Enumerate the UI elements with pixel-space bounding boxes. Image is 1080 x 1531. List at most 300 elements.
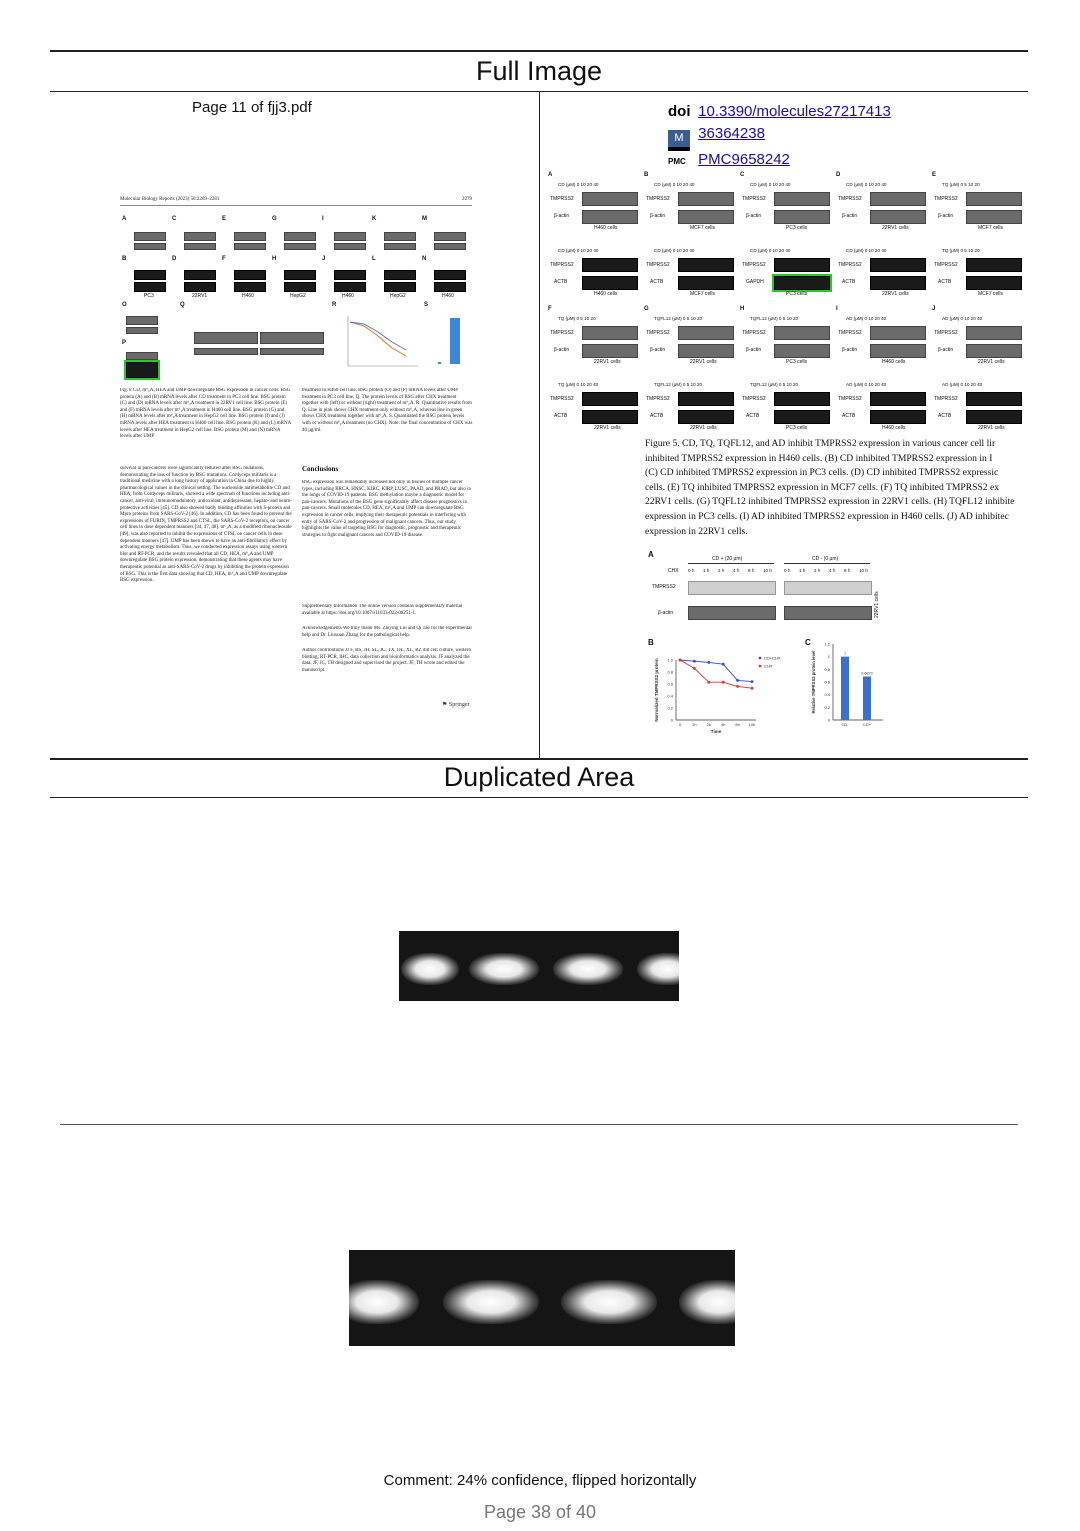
gel-band: [678, 410, 734, 424]
author-contributions: Author contributions JJ F, BS, JH, SL, JC, TX, DL, XL, BZ did cell culture, western blotting, RT-PCR, IHC, data collection and bioinformatics analysis. JF analyzed the data. JF, JC, TH designed and supervised the project. JF, TH wrote and edited the manuscript.: [302, 648, 471, 673]
concentration-label: AD (μM) 0 10 20 40: [942, 382, 983, 387]
panel-letter: H: [272, 256, 277, 262]
control-label: β-actin: [938, 347, 954, 353]
concentration-label: CD (μM) 0 10 20 40: [558, 248, 599, 253]
gel-band: [134, 282, 166, 292]
doi-icon: doi: [668, 103, 691, 120]
panel-letter: B: [648, 638, 654, 647]
blot-band: [678, 344, 734, 358]
panel-letter: R: [332, 302, 337, 308]
bar-value-label: 0.6872: [861, 671, 873, 676]
target-label: TMPRSS2: [838, 262, 862, 268]
cells-label: H460 cells: [594, 225, 618, 231]
cells-label: 22RV1 cells: [594, 359, 621, 365]
chx-control-band: [688, 606, 776, 620]
identifiers: [668, 101, 891, 173]
target-label: TMPRSS2: [934, 396, 958, 402]
panel-letter: G: [272, 216, 277, 222]
control-label: ACTB: [650, 413, 664, 419]
cells-label: PC3 cells: [786, 291, 808, 297]
cell-label: PC3: [144, 293, 154, 299]
panel-letter: B: [122, 256, 127, 262]
target-label: TMPRSS2: [742, 330, 766, 336]
chx-timepoints: [688, 568, 878, 576]
cells-label: PC3 cells: [786, 225, 808, 231]
gel-band: [678, 276, 734, 290]
cell-label: H460: [342, 293, 354, 299]
blot-band: [870, 326, 926, 340]
gel-band: [284, 282, 316, 292]
pmc-icon: PMC: [668, 147, 690, 173]
left-figure-caption: Fig. 8 CD, m⁶₂A, HEA and UMP downregulate BSG expression in cancer cells. BSG protein (A) and (B) mRNA levels after CD treatment in PC3 cell line. BSG protein (C) and (D) mRNA levels after m⁶₂A treatment in 22RV1 cell line. BSG protein (E) and (F) mRNA levels after m⁶₂A treatment in H460 cell line. BSG protein (G) and (H) mRNA levels after m⁶₂A treatment in HepG2 cell line. BSG protein (I) and (J) mRNA levels after HEA treatment in H460 cell line. BSG protein (K) and (L) mRNA levels after HEA treatment in HepG2 cell line. BSG protein (M) and (N) mRNA levels after UMP: [120, 388, 291, 440]
series-chx-point: [707, 681, 710, 684]
y-tick-label: 0: [670, 717, 673, 723]
y-tick-label: 0.2: [667, 705, 673, 711]
blot-band: [582, 192, 638, 206]
series-chx-line: [680, 660, 752, 688]
blot-band: [678, 326, 734, 340]
target-label: TMPRSS2: [742, 396, 766, 402]
x-tick-label: 0: [678, 722, 682, 727]
blot-band: [134, 243, 166, 250]
gel-band: [774, 410, 830, 424]
control-label: ACTB: [842, 279, 856, 285]
bar: [863, 676, 871, 720]
target-label: TMPRSS2: [646, 262, 670, 268]
target-label: TMPRSS2: [742, 262, 766, 268]
x-tick-label: 1h: [692, 722, 697, 727]
blot-band: [678, 210, 734, 224]
panel-letter: A: [548, 172, 553, 178]
legend-marker: [759, 665, 762, 668]
cell-label: 22RV1: [192, 293, 208, 299]
panel-letter: F: [222, 256, 226, 262]
blot-band: [234, 243, 266, 250]
cell-label: H460: [242, 293, 254, 299]
timepoint-label: 1 h: [799, 568, 806, 573]
y-tick-label: 1.2: [824, 641, 830, 647]
publisher-name: Springer: [448, 702, 470, 708]
caption-line: inhibited TMPRSS2 expression in H460 cells. (B) CD inhibited TMPRSS2 expression in I: [645, 452, 993, 464]
gel-band: [678, 392, 734, 406]
series-chx-point: [679, 659, 682, 662]
caption-line: cells. (E) TQ inhibited TMPRSS2 expression in MCF7 cells. (F) TQ inhibited TMPRSS2 ex: [645, 481, 1000, 493]
blot-band: [678, 192, 734, 206]
control-label: β-actin: [842, 347, 858, 353]
left-body-text: survival in pan-cancers were significantly reduced after BSG mutations, demonstrating the loss of function by BSG mutations. Cordyceps militaris is a traditional medicine with a long history of application in China due to highly pharmacological values in the clinical setting. The nucleoside antimetabolite CD and HEA, from Cordyceps militaris, showed a wide spectrum of functions including anti-cancer, anti-viral, immunomodulatory, antioxidant, antidepressant, hepato- and neuro-protective activities [45]. CD also showed badly binding affinities with S-protein and Mpro proteins from SARS-CoV-2 [46]. In addition, CD has been found to prevent the expressions of FURIN, TMPRSS2 and CTSL, the SARS-CoV-2 receptors, on cancer cell lines in dose dependent manners [34, 47, 48]. m⁶₂A, as a modified ribonucleoside [49], was also reported to inhibit the expressions of CTSL on cancer cells in dose dependent manners [47]. UMP has been shown to have an anti-fibrillatory effect by activating energy metabolism. Thus, we conducted expression assays using western blot and RT-PCR, and the results revealed that all CD, HEA, m⁶₂A and UMP downregulate BSG protein expression, demonstrating that these agents may have therapeutic potential as anti-SARS-CoV-2 drugs by inhibiting the protein expression of BSG. This is the first data showing that CD, HEA, m⁶₂A and UMP downregulate BSG expression.: [120, 466, 292, 584]
concentration-label: TQFL12 (μM) 0 5 10 20: [750, 316, 799, 321]
cells-label: H460 cells: [882, 359, 906, 365]
series-chx-point: [693, 667, 696, 670]
control-label: ACTB: [554, 279, 568, 285]
target-label: TMPRSS2: [550, 196, 574, 202]
target-label: TMPRSS2: [646, 196, 670, 202]
blot-band: [134, 232, 166, 241]
target-label: TMPRSS2: [646, 330, 670, 336]
y-axis-label: Normalized TMPRSS2 protein: [654, 658, 659, 722]
gel-band: [870, 258, 926, 272]
bar-category-label: CD+: [862, 722, 872, 727]
panel-letter: I: [322, 216, 324, 222]
blot-band: [774, 344, 830, 358]
series-chx-point: [736, 685, 739, 688]
panel-letter: O: [122, 302, 127, 308]
gel-band: [234, 270, 266, 280]
full-image-title: Full Image: [475, 56, 603, 86]
page-indicator: Page 38 of 40: [483, 1502, 597, 1522]
crop-separator: [60, 1124, 1018, 1125]
gel-band: [334, 270, 366, 280]
x-tick-label: 8h: [735, 722, 740, 727]
duplicated-gel-crop-1: [399, 931, 679, 1001]
gel-band: [774, 258, 830, 272]
y-tick-label: 0.4: [824, 692, 830, 698]
concentration-label: AD (μM) 0 10 20 40: [942, 316, 983, 321]
timepoint-label: 4 h: [829, 568, 836, 573]
blot-band: [384, 243, 416, 250]
chart-b-svg: [648, 636, 788, 756]
blot-band: [194, 332, 258, 344]
gel-band: [582, 258, 638, 272]
panel-letter: N: [422, 256, 427, 262]
target-label: TMPRSS2: [934, 196, 958, 202]
blot-band: [434, 243, 466, 250]
pmc-link[interactable]: PMC9658242: [698, 151, 790, 168]
journal-header: Molecular Biology Reports (2023) 50:2269–2281: [120, 197, 220, 202]
gel-band: [284, 270, 316, 280]
chart-c-svg: [805, 636, 895, 756]
blot-band: [870, 344, 926, 358]
cells-label: MCF7 cells: [690, 291, 716, 297]
panel-letter: M: [422, 216, 427, 222]
x-axis-label: Time: [710, 729, 722, 734]
cells-label: H460 cells: [882, 425, 906, 431]
gel-band: [334, 282, 366, 292]
series-chx-point: [722, 681, 725, 684]
springer-logo: ⚑ Springer: [442, 702, 470, 708]
gel-band: [434, 282, 466, 292]
gel-band: [184, 282, 216, 292]
chx-control-band: [784, 606, 872, 620]
cells-label: MCF7 cells: [978, 291, 1004, 297]
series-chx-point: [751, 687, 754, 690]
cells-label: H460 cells: [594, 291, 618, 297]
conclusions-body: BSG expression was remarkably increased not only in tissues of multiple cancer types, including BRCA, HNSC, KIRC, KIRP, LUSC, PAAD, and PRAD, but also in the lungs of COVID-19 patients. BSG methylation maybe a diagnostic model for pan-cancers. Mutations of the BSG gene significantly affect disease prognostics in pan-cancers. Small molecules CD, HEA, m⁶₂A and UMP can downregulate BSG expression in cancer cells, implying their therapeutic potentials in interfering with entry of SARS-CoV-2 and progression of malignant cancers. Thus, our study highlights the value of targeting BSG for diagnostic, prognostic and therapeutic strategies to fight malignant cancers and COVID-19 disease.: [302, 480, 472, 538]
gel-band: [582, 276, 638, 290]
top-rule: [50, 50, 1028, 52]
control-label: β-actin: [554, 213, 570, 219]
x-tick-label: 2h: [706, 722, 712, 727]
control-label: GAPDH: [746, 279, 764, 285]
target-label: TMPRSS2: [838, 396, 862, 402]
panel-letter: A: [648, 550, 654, 559]
series-cd-chx-point: [722, 663, 725, 666]
blot-band: [582, 344, 638, 358]
target-label: TMPRSS2: [742, 196, 766, 202]
group-rule: [784, 563, 870, 564]
control-label: β-actin: [746, 213, 762, 219]
gel-band: [401, 953, 459, 985]
blot-band: [194, 348, 258, 355]
gel-band: [582, 392, 638, 406]
chx-target-band: [784, 581, 872, 595]
caption-line: expression in 22RV1 cells.: [645, 525, 748, 537]
control-label: β-actin: [650, 213, 666, 219]
panel-letter: K: [372, 216, 377, 222]
gel-band: [966, 258, 1022, 272]
comment-text: Comment: 24% confidence, flipped horizontally: [383, 1472, 697, 1489]
target-label: TMPRSS2: [550, 330, 574, 336]
cells-label: PC3 cells: [786, 425, 808, 431]
panel-letter: C: [805, 638, 811, 647]
control-label: β-actin: [842, 213, 858, 219]
left-figure-caption-continued: treatment in H460 cell line. BSG protein (O) and (P) mRNA levels after UMP treatment in PC3 cell line. Q. The protein levels of BSG after CHX treatment together with (left) or without (right) treatment of m⁶₂A. R. Quantitative results from Q. Line in pink shows CHX treatment only without m⁶₂A, whereas line in green shows CHX treatment together with m⁶₂A. S. Quantitated the BSG protein levels with or without m⁶₂A treatment (no CHX). Note: the final concentration of CHX was 40 μg/ml.: [302, 388, 473, 433]
timepoint-label: 4 h: [733, 568, 740, 573]
bar-value-label: 1: [843, 651, 847, 656]
target-label: TMPRSS2: [646, 396, 670, 402]
blot-band: [126, 327, 158, 334]
section-rule: [50, 758, 1028, 760]
blot-band: [184, 232, 216, 241]
caption-line: expression in PC3 cells. (I) AD inhibited TMPRSS2 expression in H460 cells. (J) AD inhibitec: [645, 510, 1009, 522]
control-label: ACTB: [554, 413, 568, 419]
gel-band: [234, 282, 266, 292]
series-cd-chx-line: [680, 660, 752, 682]
cells-label: 22RV1 cells: [978, 425, 1005, 431]
concentration-label: CD (μM) 0 10 20 40: [654, 182, 695, 187]
cell-label: HepG2: [390, 293, 406, 299]
y-tick-label: 0.6: [824, 679, 830, 685]
supplementary-info: Supplementary Information The online version contains supplementary material available at https://doi.org/10.1007/s11033-022-08251-1.: [302, 604, 463, 616]
caption-line: (C) CD inhibited TMPRSS2 expression in PC3 cells. (D) CD inhibited TMPRSS2 expressic: [645, 467, 999, 479]
control-label: ACTB: [842, 413, 856, 419]
blot-band: [870, 210, 926, 224]
concentration-label: CD (μM) 0 10 20 40: [846, 248, 887, 253]
section-rule: [50, 797, 1028, 798]
caption-line: Figure 5. CD, TQ, TQFL12, and AD inhibit TMPRSS2 expression in various cancer cell lir: [645, 438, 996, 449]
blot-band: [184, 243, 216, 250]
y-tick-label: 0.8: [824, 666, 830, 672]
y-tick-label: 0: [827, 717, 830, 723]
panel-letter: C: [172, 216, 177, 222]
chx-group-1: CD + (20 μm): [712, 556, 743, 562]
concentration-label: TQ (μM) 0 5 10 20: [558, 316, 596, 321]
timepoint-label: 8 h: [844, 568, 851, 573]
concentration-label: AD (μM) 0 10 20 40: [846, 316, 887, 321]
blot-band: [260, 332, 324, 344]
blot-band: [582, 210, 638, 224]
control-label: β-actin: [746, 347, 762, 353]
timepoint-label: 0 h: [688, 568, 695, 573]
control-label: ACTB: [746, 413, 760, 419]
duplicated-gel-crop-2: [349, 1250, 735, 1346]
gel-band: [384, 270, 416, 280]
y-tick-label: 0.2: [824, 704, 830, 710]
panel-letter: P: [122, 340, 127, 346]
panel-letter: D: [836, 172, 841, 178]
gel-band: [637, 953, 679, 985]
timepoint-label: 2 h: [814, 568, 821, 573]
chx-line-chart: [648, 636, 788, 756]
cells-label: MCF7 cells: [690, 225, 716, 231]
concentration-label: TQFL12 (μM) 0 5 10 20: [654, 382, 703, 387]
gel-band: [966, 276, 1022, 290]
panel-letter: L: [372, 256, 376, 262]
blot-band: [870, 192, 926, 206]
gel-band: [553, 953, 623, 985]
timepoint-label: 2 h: [718, 568, 725, 573]
gel-band: [582, 410, 638, 424]
gel-band: [443, 1280, 539, 1324]
chx-bar-chart: [805, 636, 895, 756]
duplicated-area-title: Duplicated Area: [443, 762, 635, 792]
concentration-label: CD (μM) 0 10 20 40: [654, 248, 695, 253]
blot-band: [284, 232, 316, 241]
pubmed-icon: M: [668, 130, 690, 147]
highlighted-duplicate-region: [774, 276, 830, 290]
panel-letter: B: [644, 172, 649, 178]
panel-letter: E: [222, 216, 227, 222]
target-label: TMPRSS2: [838, 196, 862, 202]
timepoint-label: 0 h: [784, 568, 791, 573]
panel-letter: G: [644, 306, 649, 312]
blot-band: [260, 348, 324, 355]
series-cd-chx-point: [736, 679, 739, 682]
series-cd-chx-point: [751, 680, 754, 683]
cells-label: PC3 cells: [786, 359, 808, 365]
blot-band: [334, 232, 366, 241]
cell-label: HepG2: [290, 293, 306, 299]
y-tick-label: 1: [827, 654, 830, 660]
cells-label: 22RV1 cells: [690, 425, 717, 431]
concentration-label: CD (μM) 0 10 20 40: [558, 182, 599, 187]
control-label: ACTB: [650, 279, 664, 285]
y-tick-label: 1.0: [667, 657, 673, 663]
control-label: ACTB: [938, 413, 952, 419]
target-label: TMPRSS2: [934, 262, 958, 268]
gel-band: [678, 258, 734, 272]
left-page-label: Page 11 of fjj3.pdf: [192, 99, 312, 116]
mini-bar: [438, 362, 441, 364]
panel-letter: F: [548, 306, 552, 312]
chx-label: CHX: [668, 568, 679, 574]
gel-band: [679, 1280, 735, 1324]
acknowledgements: Acknowledgements We truly thank Ms. Zhiying Lin and Qi Tao for the experimental help and Dr. Liuxuan Zhang for the pathological help.: [302, 626, 472, 638]
blot-band: [966, 344, 1022, 358]
blot-band: [774, 192, 830, 206]
blot-band: [966, 192, 1022, 206]
target-label: TMPRSS2: [838, 330, 862, 336]
blot-band: [384, 232, 416, 241]
x-tick-label: 4h: [720, 722, 726, 727]
gel-band: [134, 270, 166, 280]
chx-control-label: β-actin: [658, 610, 674, 616]
target-label: TMPRSS2: [550, 262, 574, 268]
cells-label: 22RV1 cells: [882, 291, 909, 297]
blot-band: [434, 232, 466, 241]
left-figure: [120, 212, 474, 387]
panel-letter: C: [740, 172, 745, 178]
blot-band: [966, 210, 1022, 224]
blot-band: [582, 326, 638, 340]
target-label: TMPRSS2: [550, 396, 574, 402]
concentration-label: TQFL12 (μM) 0 5 10 20: [750, 382, 799, 387]
panel-letter: H: [740, 306, 745, 312]
journal-rule: [120, 205, 472, 206]
caption-line: 22RV1 cells. (G) TQFL12 inhibited TMPRSS2 expression in 22RV1 cells. (H) TQFL12 inhibite: [645, 496, 1015, 508]
control-label: β-actin: [554, 347, 570, 353]
mini-bar: [450, 318, 460, 364]
panel-letter: I: [836, 306, 838, 312]
timepoint-label: 1 h: [703, 568, 710, 573]
cells-label: 22RV1 cells: [978, 359, 1005, 365]
timepoint-label: 8 h: [748, 568, 755, 573]
blot-band: [234, 232, 266, 241]
bar-category-label: CD-: [841, 722, 849, 727]
control-label: ACTB: [938, 279, 952, 285]
gel-band: [184, 270, 216, 280]
gel-band: [384, 282, 416, 292]
gel-band: [966, 410, 1022, 424]
gel-band: [434, 270, 466, 280]
target-label: TMPRSS2: [934, 330, 958, 336]
gel-band: [469, 953, 539, 985]
conclusions-heading: Conclusions: [302, 465, 339, 473]
gel-band: [966, 392, 1022, 406]
panel-letter: Q: [180, 302, 185, 308]
blot-band: [966, 326, 1022, 340]
panel-letter: E: [932, 172, 937, 178]
gel-band: [349, 1280, 419, 1324]
legend-label: CD+CHX: [764, 655, 781, 661]
gel-band: [870, 410, 926, 424]
legend-label: CHX: [764, 663, 773, 669]
cells-label: 22RV1 cells: [882, 225, 909, 231]
gel-band: [870, 276, 926, 290]
series-cd-chx-point: [693, 660, 696, 663]
timepoint-label: 10 h: [859, 568, 868, 573]
cells-label: 22RV1 cells: [690, 359, 717, 365]
concentration-label: CD (μM) 0 10 20 40: [750, 182, 791, 187]
concentration-label: TQ (μM) 0 5 10 20: [942, 182, 980, 187]
y-tick-label: 0.6: [667, 681, 673, 687]
cell-label: H460: [442, 293, 454, 299]
concentration-label: CD (μM) 0 10 20 40: [846, 182, 887, 187]
control-label: β-actin: [938, 213, 954, 219]
cells-label: MCF7 cells: [978, 225, 1004, 231]
timepoint-label: 10 h: [763, 568, 772, 573]
panel-letter: S: [424, 302, 429, 308]
gel-band: [870, 392, 926, 406]
blot-band: [334, 243, 366, 250]
blot-band: [774, 210, 830, 224]
blot-band: [126, 352, 158, 360]
pmid-link[interactable]: 36364238: [698, 125, 765, 142]
concentration-label: AD (μM) 0 10 20 40: [846, 382, 887, 387]
bar: [841, 657, 849, 720]
concentration-label: TQFL12 (μM) 0 5 10 20: [654, 316, 703, 321]
panel-letter: D: [172, 256, 177, 262]
blot-band: [284, 243, 316, 250]
chx-target-band: [688, 581, 776, 595]
column-divider: [539, 92, 540, 758]
series-cd-chx-point: [707, 661, 710, 664]
concentration-label: CD (μM) 0 10 20 40: [750, 248, 791, 253]
figure5-blots: [548, 172, 1020, 432]
doi-link[interactable]: 10.3390/molecules27217413: [698, 103, 891, 120]
y-tick-label: 0.4: [667, 693, 673, 699]
concentration-label: TQ (μM) 0 5 10 20: [942, 248, 980, 253]
